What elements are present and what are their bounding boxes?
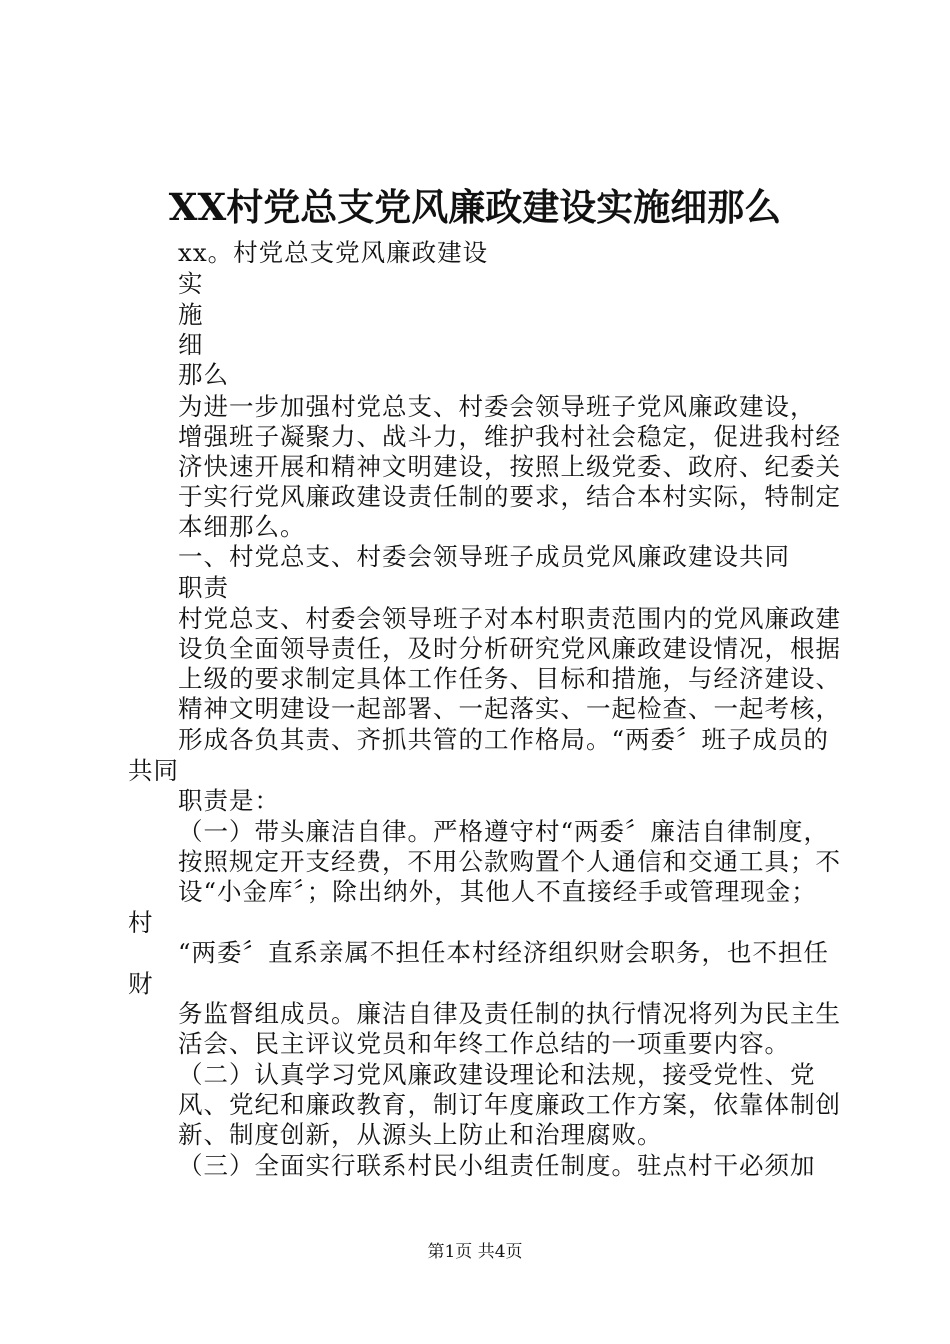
document-title: XX村党总支党风廉政建设实施细那么 [168, 185, 782, 229]
text-line: 形成各负其责、齐抓共管的工作格局。“两委〞班子成员的 [178, 725, 830, 754]
text-line: 增强班子凝聚力、战斗力，维护我村社会稳定，促进我村经 [178, 422, 841, 451]
text-line: 活会、民主评议党员和年终工作总结的一项重要内容。 [178, 1029, 790, 1058]
text-line: 村党总支、村委会领导班子对本村职责范围内的党风廉政建 [178, 604, 841, 633]
page-footer: 第1页 共4页 [427, 1242, 523, 1262]
text-line: 风、党纪和廉政教育，制订年度廉政工作方案，依靠体制创 [178, 1090, 841, 1119]
text-line: 新、制度创新，从源头上防止和治理腐败。 [178, 1120, 663, 1149]
text-line: 设“小金库〞；除出纳外，其他人不直接经手或管理现金； [178, 877, 817, 906]
text-line: xx。村党总支党风廉政建设 [178, 238, 489, 267]
text-line: 细 [178, 330, 204, 359]
section-heading: 一、村党总支、村委会领导班子成员党风廉政建设共同 [178, 542, 790, 571]
text-line: 财 [128, 969, 154, 998]
text-line: 村 [128, 908, 154, 937]
text-line: 实 [178, 269, 204, 298]
text-line: 济快速开展和精神文明建设，按照上级党委、政府、纪委关 [178, 452, 841, 481]
text-line: 设负全面领导责任，及时分析研究党风廉政建设情况，根据 [178, 634, 841, 663]
text-line: 共同 [128, 756, 179, 785]
text-line: 于实行党风廉政建设责任制的要求，结合本村实际，特制定 [178, 482, 841, 511]
text-line: （二）认真学习党风廉政建设理论和法规，接受党性、党 [178, 1060, 816, 1089]
section-heading: 职责 [178, 573, 229, 602]
text-line: （三）全面实行联系村民小组责任制度。驻点村干必须加 [178, 1151, 816, 1180]
text-line: “两委〞直系亲属不担任本村经济组织财会职务，也不担任 [178, 938, 830, 967]
text-line: 上级的要求制定具体工作任务、目标和措施，与经济建设、 [178, 664, 841, 693]
text-line: 施 [178, 300, 204, 329]
text-line: （一）带头廉洁自律。严格遵守村“两委〞廉洁自律制度， [178, 817, 830, 846]
text-line: 按照规定开支经费，不用公款购置个人通信和交通工具；不 [178, 847, 841, 876]
text-line: 为进一步加强村党总支、村委会领导班子党风廉政建设， [178, 392, 816, 421]
text-line: 职责是： [178, 786, 280, 815]
text-line: 精神文明建设一起部署、一起落实、一起检查、一起考核， [178, 694, 841, 723]
text-line: 本细那么。 [178, 512, 306, 541]
text-line: 务监督组成员。廉洁自律及责任制的执行情况将列为民主生 [178, 999, 841, 1028]
text-line: 那么 [178, 360, 229, 389]
